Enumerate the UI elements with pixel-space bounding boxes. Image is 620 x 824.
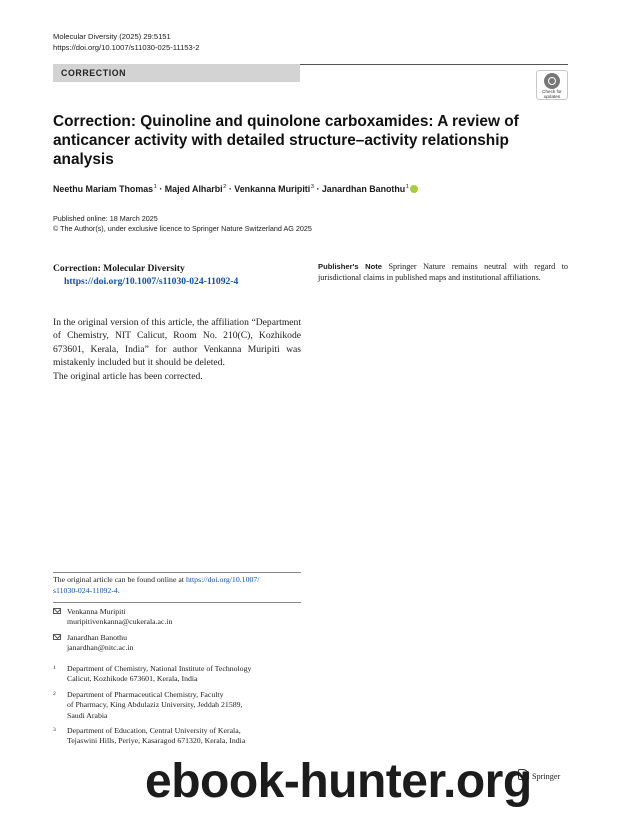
journal-header [53,32,200,53]
footnote-prefix: The original article can be found online at [53,575,186,584]
journal-citation: Molecular Diversity (2025) 29:5151 [53,32,171,41]
update-icon [544,73,560,89]
contact-entry [53,607,301,628]
author-name: Janardhan Banothu [321,184,406,194]
badge-line2: updates [543,94,561,99]
original-article-footnote [53,575,301,596]
author-separator: · [159,184,163,194]
footnote-rule [53,602,301,603]
author-affil-ref: 3 [310,184,314,190]
affiliation [53,726,301,747]
springer-logo-text: Springer [532,772,561,781]
correction-label: Correction: Molecular Diversity [53,263,185,274]
contact-email[interactable]: janardhan@nitc.ac.in [67,643,134,653]
watermark: ebook-hunter.org [145,755,532,808]
author-affil-ref: 2 [223,184,227,190]
section-label-bar [53,64,300,82]
contact-entry [53,633,301,654]
affiliation-line: Calicut, Kozhikode 673601, Kerala, India [67,674,198,684]
author-list [53,181,573,195]
publisher-note-label: Publisher's Note [318,262,383,271]
author-name: Neethu Mariam Thomas [53,184,154,194]
footnote-rule [53,572,301,573]
envelope-icon [53,608,61,614]
contact-email[interactable]: muripitivenkanna@cukerala.ac.in [67,617,173,627]
check-for-updates-badge[interactable] [536,70,568,100]
affiliation-number: 2 [53,691,56,697]
author-separator: · [228,184,232,194]
envelope-icon [53,634,61,640]
body-paragraph: In the original version of this article, the affiliation “Department of Chemistry, NIT Calicut, Room No. 210(C), Kozhikode 673601, Kerala, India” for author Venkanna Muripiti was mistakenly included but it should be deleted. [53,317,301,369]
author-affil-ref: 1 [405,184,409,190]
correction-heading [53,262,238,288]
published-date: Published online: 18 March 2025 [53,214,158,223]
affiliation [53,664,301,685]
affiliation-line: Department of Education, Central University of Kerala, [67,726,241,735]
article-doi[interactable]: https://doi.org/10.1007/s11030-025-11153-2 [53,42,200,52]
publisher-note-text: Springer Nature remains neutral with regard to jurisdictional claims in published maps and institutional affiliations. [318,262,568,282]
affiliation-line: Department of Chemistry, National Institute of Technology [67,664,252,673]
publication-info [53,214,312,234]
header-rule [300,64,568,65]
affiliation [53,690,301,721]
copyright-line: © The Author(s), under exclusive licence to Springer Nature Switzerland AG 2025 [53,224,312,233]
affiliation-line: of Pharmacy, King Abdulaziz University, Jeddah 21589, [67,700,243,710]
body-paragraph: The original article has been corrected. [53,370,203,382]
affiliation-number: 3 [53,727,56,733]
author-name: Venkanna Muripiti [234,184,311,194]
contact-name: Janardhan Banothu [67,633,127,642]
author-name: Majed Alharbi [164,184,223,194]
author-separator: · [316,184,320,194]
publisher-note [318,262,568,283]
affiliation-line: Tejaswini Hills, Periye, Kasaragod 671320, Kerala, India [67,736,246,746]
footnote-suffix: . [117,585,120,595]
affiliation-number: 1 [53,665,56,671]
author-affil-ref: 1 [153,184,157,190]
footnote-link[interactable]: https://doi.org/10.1007/ [185,575,260,584]
badge-line1: Check for [542,89,562,94]
contact-name: Venkanna Muripiti [67,607,126,616]
correction-body [53,316,301,383]
affiliation-line: Department of Pharmaceutical Chemistry, Faculty [67,690,224,699]
section-label: CORRECTION [61,68,127,78]
affiliation-line: Saudi Arabia [67,710,108,720]
correction-doi-link[interactable]: https://doi.org/10.1007/s11030-024-11092-4 [64,276,239,287]
orcid-icon[interactable] [410,185,418,193]
footnote-link-cont[interactable]: s11030-024-11092-4 [53,585,118,595]
article-title: Correction: Quinoline and quinolone carboxamides: A review of anticancer activity with detailed structure–activity relationship analysis [53,113,519,168]
